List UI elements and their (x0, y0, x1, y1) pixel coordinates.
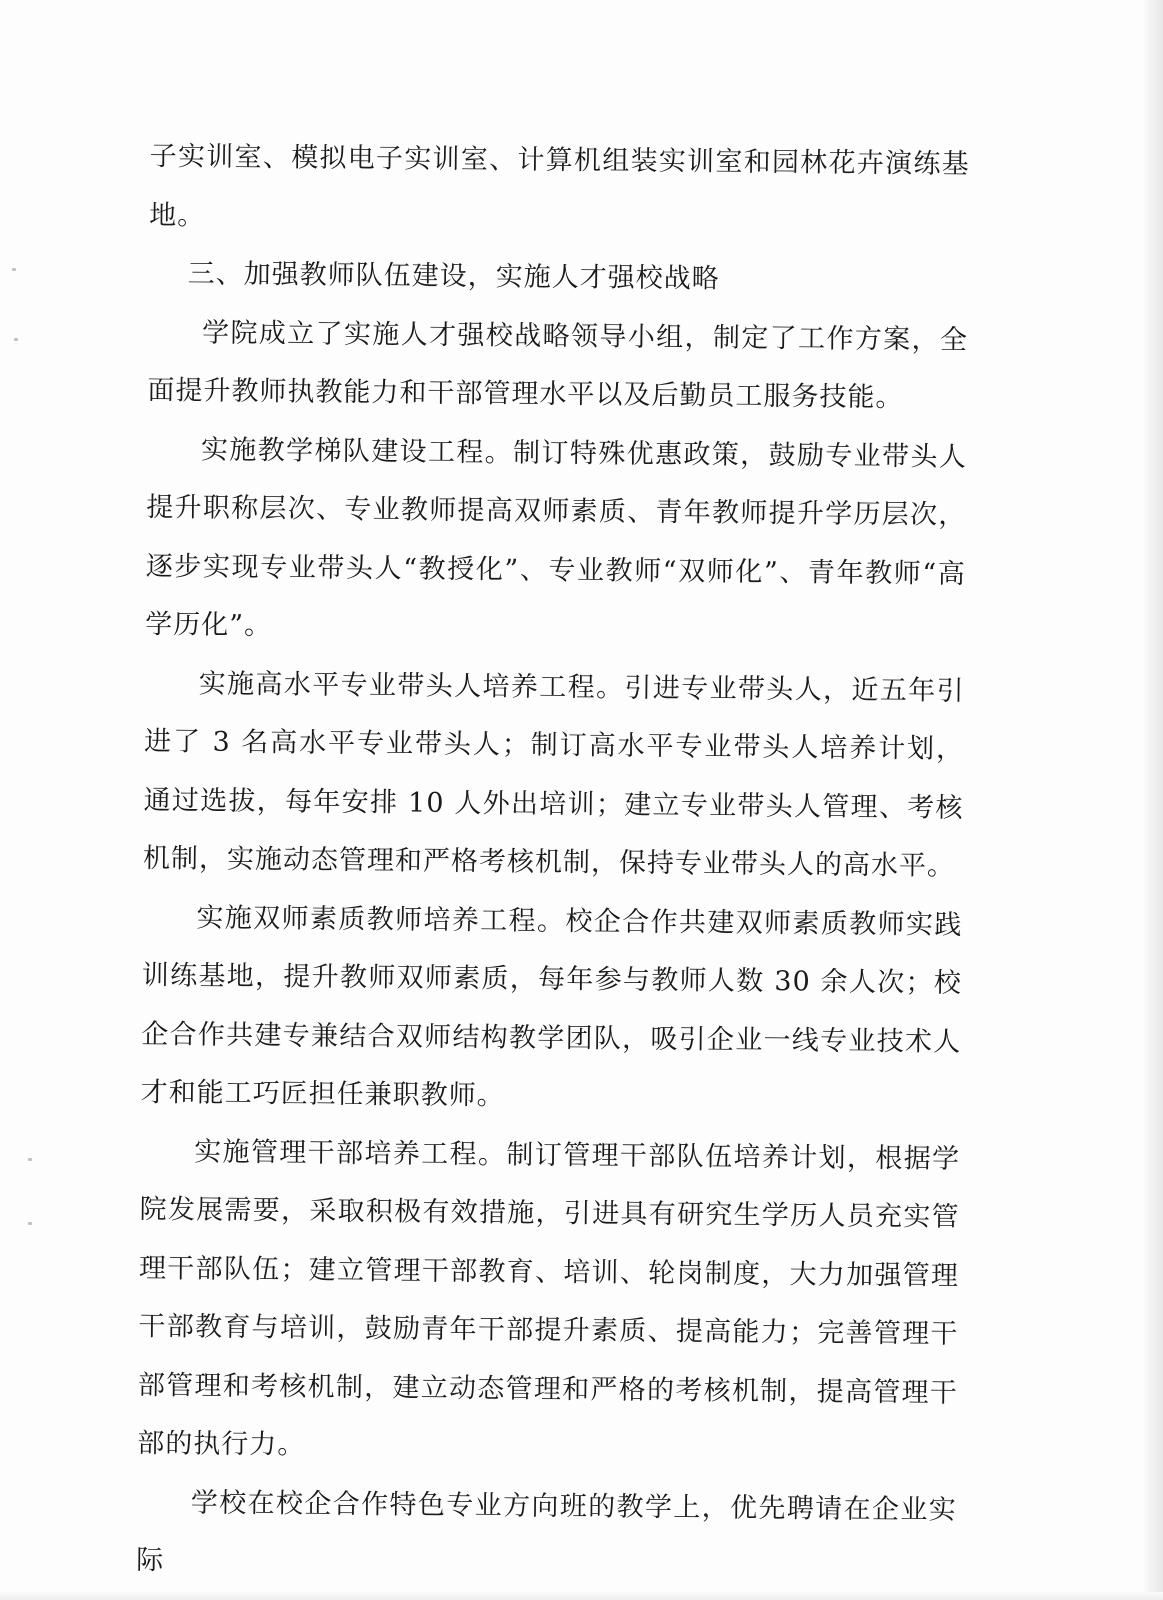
scan-speck (28, 1222, 32, 1225)
paragraph-teaching-echelon: 实施教学梯队建设工程。制订特殊优惠政策，鼓励专业带头人提升职称层次、专业教师提高双师素质、青年教师提升学历层次，逐步实现专业带头人“教授化”、专业教师“双师化”、青年教师“高学历化”。 (145, 434, 968, 642)
scan-edge-shadow (1141, 0, 1163, 1600)
paragraph-leadership-group: 学院成立了实施人才强校战略领导小组，制定了工作方案，全面提升教师执教能力和干部管理水平以及后勤员工服务技能。 (147, 317, 969, 414)
scan-speck (14, 338, 18, 341)
paragraph-dual-qualified-teachers: 实施双师素质教师培养工程。校企合作共建双师素质教师实践训练基地，提升教师双师素质，每年参与教师人数 30 余人次；校企合作共建专兼结合双师结构教学团队，吸引企业一线专业技术人才和能工巧匠担任兼职教师。 (140, 901, 963, 1112)
scan-speck (12, 268, 16, 271)
paragraph-continuation: 子实训室、模拟电子实训室、计算机组装实训室和园林花卉演练基地。 (149, 140, 970, 232)
paragraph-discipline-leaders: 实施高水平专业带头人培养工程。引进专业带头人，近五年引进了 3 名高水平专业带头人；制订高水平专业带头人培养计划，通过选拔，每年安排 10 人外出培训；建立专业带头人管理、考核机制，实施动态管理和严格考核机制，保持专业带头人的高水平。 (142, 667, 965, 882)
document-body (136, 128, 970, 1598)
paragraph-management-cadres: 实施管理干部培养工程。制订管理干部队伍培养计划，根据学院发展需要，采取积极有效措施，引进具有研究生学历人员充实管理干部队伍；建立管理干部教育、培训、轮岗制度，大力加强管理干部教育与培训，鼓励青年干部提升素质、提高能力；完善管理干部管理和考核机制，建立动态管理和严格的考核机制，提高管理干部的执行力。 (137, 1135, 961, 1461)
paragraph-school-enterprise: 学校在校企合作特色专业方向班的教学上，优先聘请在企业实际 (136, 1486, 957, 1577)
scan-speck (28, 1158, 32, 1161)
section-heading: 三、加强教师队伍建设，实施人才强校战略 (187, 258, 720, 295)
